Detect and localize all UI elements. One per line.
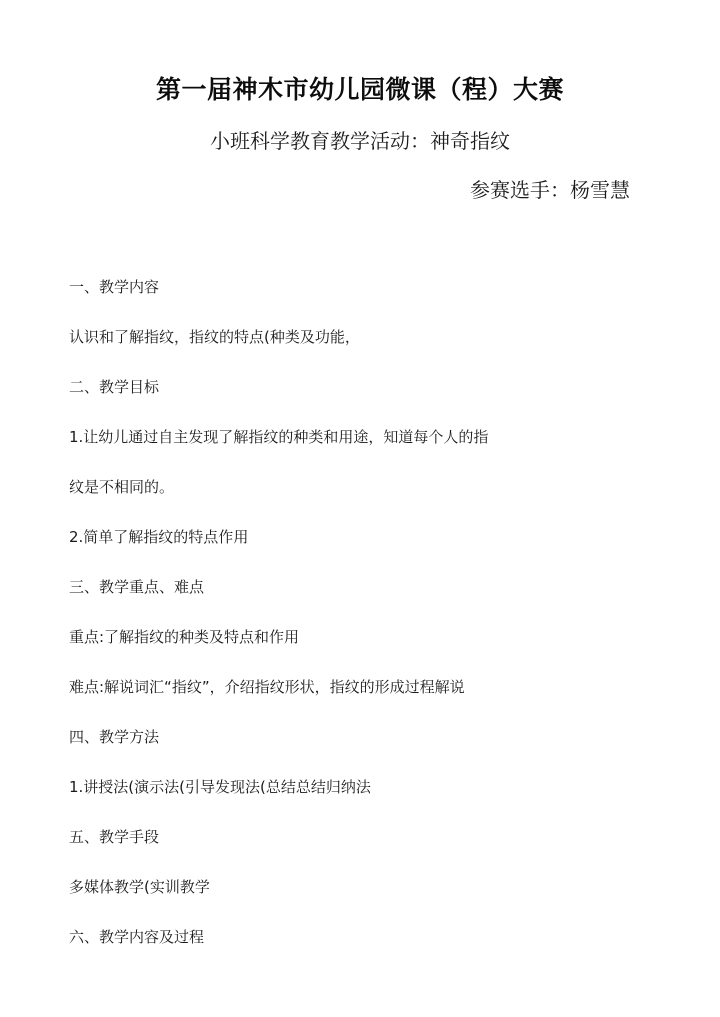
section-heading-key-points: 三、教学重点、难点 [69, 578, 205, 596]
goal-item-2: 2.简单了解指纹的特点作用 [69, 528, 249, 546]
section-heading-means: 五、教学手段 [69, 828, 160, 846]
means-paragraph: 多媒体教学(实训教学 [69, 878, 210, 896]
section-heading-content: 一、教学内容 [69, 278, 160, 296]
section-heading-process: 六、教学内容及过程 [69, 928, 205, 946]
document-subtitle: 小班科学教育教学活动：神奇指纹 [210, 129, 510, 153]
goal-item-1-continued: 纹是不相同的。 [69, 478, 175, 496]
content-paragraph: 认识和了解指纹，指纹的特点(种类及功能， [69, 328, 360, 346]
difficulty-line: 难点:解说词汇“指纹”，介绍指纹形状，指纹的形成过程解说 [69, 678, 465, 696]
section-heading-methods: 四、教学方法 [69, 728, 160, 746]
key-point-line: 重点:了解指纹的种类及特点和作用 [69, 628, 300, 646]
document-title: 第一届神木市幼儿园微课（程）大赛 [155, 75, 564, 104]
methods-item-1: 1.讲授法(演示法(引导发现法(总结总结归纳法 [69, 778, 371, 796]
section-heading-goals: 二、教学目标 [69, 378, 160, 396]
goal-item-1: 1.让幼儿通过自主发现了解指纹的种类和用途，知道每个人的指 [69, 428, 489, 446]
author-line: 参赛选手：杨雪慧 [470, 178, 630, 202]
